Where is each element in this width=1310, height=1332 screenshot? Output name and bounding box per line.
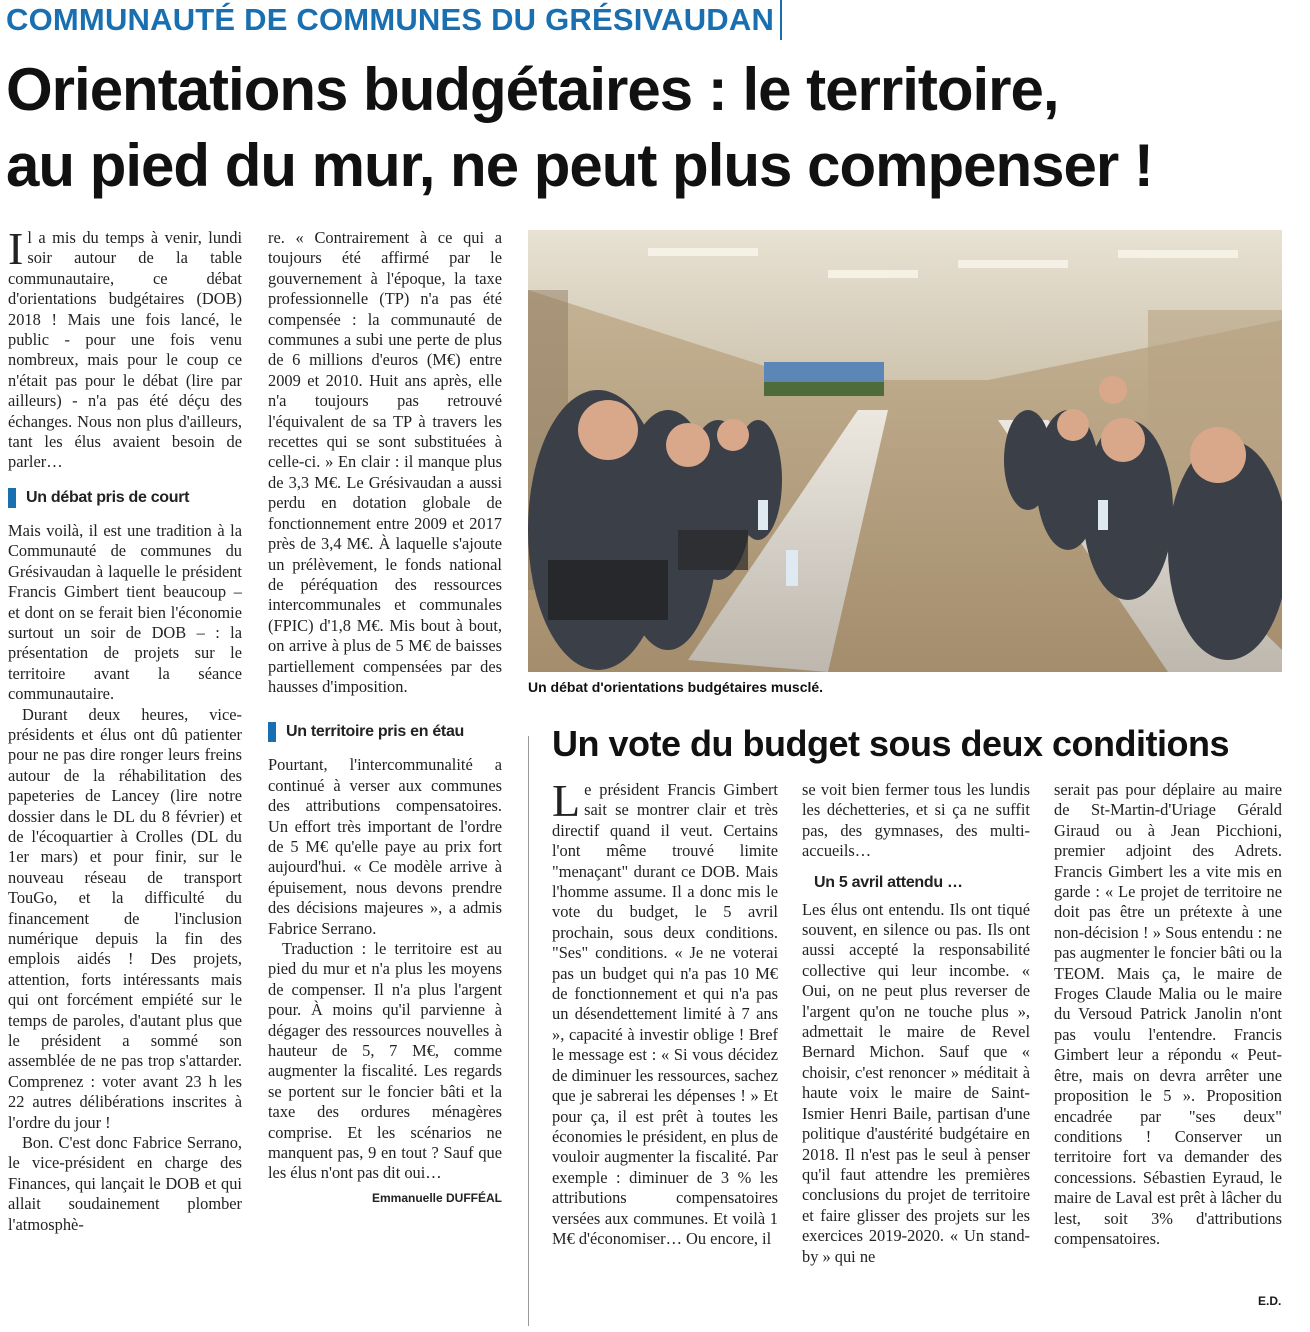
paragraph: Durant deux heures, vice-présidents et élus ont dû patienter pour ne pas dire ronger leurs freins autour de la réhabilitation des papeteries de Lancey (lire notre dossier dans le DL du 8 février) et de l'écoquartier à Crolles (DL du 1er mars) et pour finir, sur le nouveau réseau de transport TouGo, et la difficulté du financement de l'inclusion numérique depuis la fin des emplois aidés ! Des projets, attention, forts intéressants mais qui ont forcément empiété sur le temps de paroles, d'autant plus que le président a sommé son assemblée de ne pas trop s'attarder. Comprenez : voter avant 23 h les 22 autres délibérations inscrites à l'ordre du jour ! — [8, 704, 242, 1132]
paragraph: Il a mis du temps à venir, lundi soir autour de la table communautaire, ce débat d'orientations budgétaires (DOB) 2018 ! Mais une fois lancé, le public - pour une fois venu nombreux, mais pour le coup ce n'était pas pour le débat (lire par ailleurs) - n'a pas été déçu des échanges. Nous non plus d'ailleurs, tant les élus avaient besoin de parler… — [8, 223, 242, 472]
drop-cap: I — [8, 223, 24, 274]
subheading: Un débat pris de court — [8, 487, 242, 509]
headline-line-1: Orientations budgétaires : le territoire, — [6, 56, 1059, 123]
paragraph: serait pas pour déplaire au maire de St-Martin-d'Uriage Gérald Giraud ou à Jean Picchioni, premier adjoint des Adrets. Francis Gimbert les a vite mis en garde : « Le projet de territoire ne doit pas être un prétexte à une non-décision ! » Sous entendu : ne pas augmenter le foncier bâti ou la TEOM. Mais ça, le maire de Froges Claude Malia ou le maire du Versoud Patrick Janolin n'ont pas voulu l'entendre. Francis Gimbert leur a répondu « Peut-être, mais on devra arrêter une proposition le 5 ». Proposition encadrée par "ses deux" conditions ! Conserver un territoire fort va demander des concessions. Sébastien Eyraud, le maire de Laval est prêt à lâcher du lest, soit 3% d'attributions compensatoires. — [1054, 780, 1282, 1248]
meeting-room-illustration — [528, 230, 1282, 672]
section-kicker: COMMUNAUTÉ DE COMMUNES DU GRÉSIVAUDAN — [6, 0, 782, 40]
article-column-3 — [552, 775, 778, 1249]
paragraph: Mais voilà, il est une tradition à la Communauté de communes du Grésivaudan à laquelle le président Francis Gimbert tient beaucoup – et dont on se ferait bien l'économie surtout un soir de DOB – : la présentation de projets sur le territoire avant la séance communautaire. — [8, 520, 242, 704]
article-column-5 — [1054, 780, 1282, 1249]
subheading: Un territoire pris en étau — [268, 721, 502, 743]
paragraph: Traduction : le territoire est au pied du mur et n'a plus les moyens de compenser. Il n'a plus l'argent pour. À moins qu'il parvienne à dégager des ressources nouvelles à hauteur de 5, 7 M€, comme augmenter la fiscalité. Les regards se portent sur le foncier bâti et la taxe des ordures ménagères comprise. Et les scénarios ne manquent pas, 9 en tout ? Sauf que les élus n'ont pas dit oui… — [268, 939, 502, 1183]
article-column-1 — [8, 223, 242, 1235]
article-headline — [6, 52, 1306, 204]
author-signature: E.D. — [1258, 1294, 1282, 1308]
section-title: Un vote du budget sous deux conditions — [552, 723, 1230, 764]
article-column-4 — [802, 780, 1030, 1267]
author-signature: Emmanuelle DUFFÉAL — [371, 1190, 502, 1205]
drop-cap: L — [552, 775, 581, 826]
column-divider — [528, 736, 529, 1326]
subheading-marker — [268, 722, 276, 742]
photo-caption: Un débat d'orientations budgétaires musclé. — [528, 679, 824, 695]
article-column-2 — [268, 228, 502, 1208]
paragraph: Le président Francis Gimbert sait se montrer clair et très directif quand il veut. Certains l'ont même trouvé limite "menaçant" durant ce DOB. Mais l'homme assume. Il a donc mis le vote du budget, le 5 avril prochain, sous deux conditions. "Ses" conditions. « Je ne voterai pas un budget qui n'a pas 10 M€ de fonctionnement et qui n'a pas un désendettement limité à 7 ans », capacité à investir oblige ! Bref le message est : « Si vous décidez de diminuer les ressources, sachez que je sabrerai les dépenses ! » Et pour ça, il est prêt à toutes les économies le président, en plus de vouloir augmenter la fiscalité. Par exemple : diminuer de 3 % les attributions compensatoires versées aux communes. Et voilà 1 M€ d'économiser… Ou encore, il — [552, 775, 778, 1248]
subheading: Un 5 avril attendu … — [814, 873, 963, 891]
subheading-marker — [8, 488, 16, 508]
paragraph: re. « Contrairement à ce qui a toujours été affirmé par le gouvernement à l'époque, la taxe professionnelle (TP) n'a pas été compensée : la communauté de communes a subi une perte de plus de 6 millions d'euros (M€) entre 2009 et 2010. Huit ans après, elle n'a toujours pas retrouvé l'équivalent de sa TP à travers les recettes qui se sont substituées à celle-ci. » En clair : il manque plus de 3,3 M€. Le Grésivaudan a aussi perdu en dotation globale de fonctionnement entre 2009 et 2017 près de 3,4 M€. À laquelle s'ajoute un prélèvement, le fonds national de péréquation des ressources intercommunales et communales (FPIC) d'1,8 M€. Mis bout à bout, on arrive à plus de 5 M€ de baisses partiellement compensées par des hausses d'imposition. — [268, 228, 502, 696]
paragraph: se voit bien fermer tous les lundis les déchetteries, et si ça ne suffit pas, des gymnases, des multi-accueils… — [802, 780, 1030, 861]
meeting-photo — [528, 230, 1282, 672]
headline-line-2: au pied du mur, ne peut plus compenser ! — [6, 132, 1153, 199]
paragraph: Bon. C'est donc Fabrice Serrano, le vice-président en charge des Finances, qui lançait le DOB et qui allait soudainement plomber l'atmosphè- — [8, 1133, 242, 1234]
paragraph: Les élus ont entendu. Ils ont tiqué souvent, en silence ou pas. Ils ont aussi accepté la responsabilité collective qui leur incombe. « Oui, on ne peut plus reverser de l'argent qu'on ne touche plus », admettait le maire de Revel Bernard Michon. Sauf que « choisir, c'est renoncer » méditait à haute voix le maire de Saint-Ismier Henri Baile, partisan d'une politique d'austérité budgétaire en 2018. Il n'est pas le seul à penser qu'il faut attendre les premières conclusions du projet de territoire et faire glisser des projets sur les exercices 2019-2020. « Un stand-by » qui ne — [802, 899, 1030, 1266]
paragraph: Pourtant, l'intercommunalité a continué à verser aux communes des attributions compensatoires. Un effort très important de l'ordre de 5 M€ qu'elle paye au prix fort aujourd'hui. « Ce modèle arrive à épuisement, nous devons prendre des décisions majeures », a admis Fabrice Serrano. — [268, 755, 502, 938]
